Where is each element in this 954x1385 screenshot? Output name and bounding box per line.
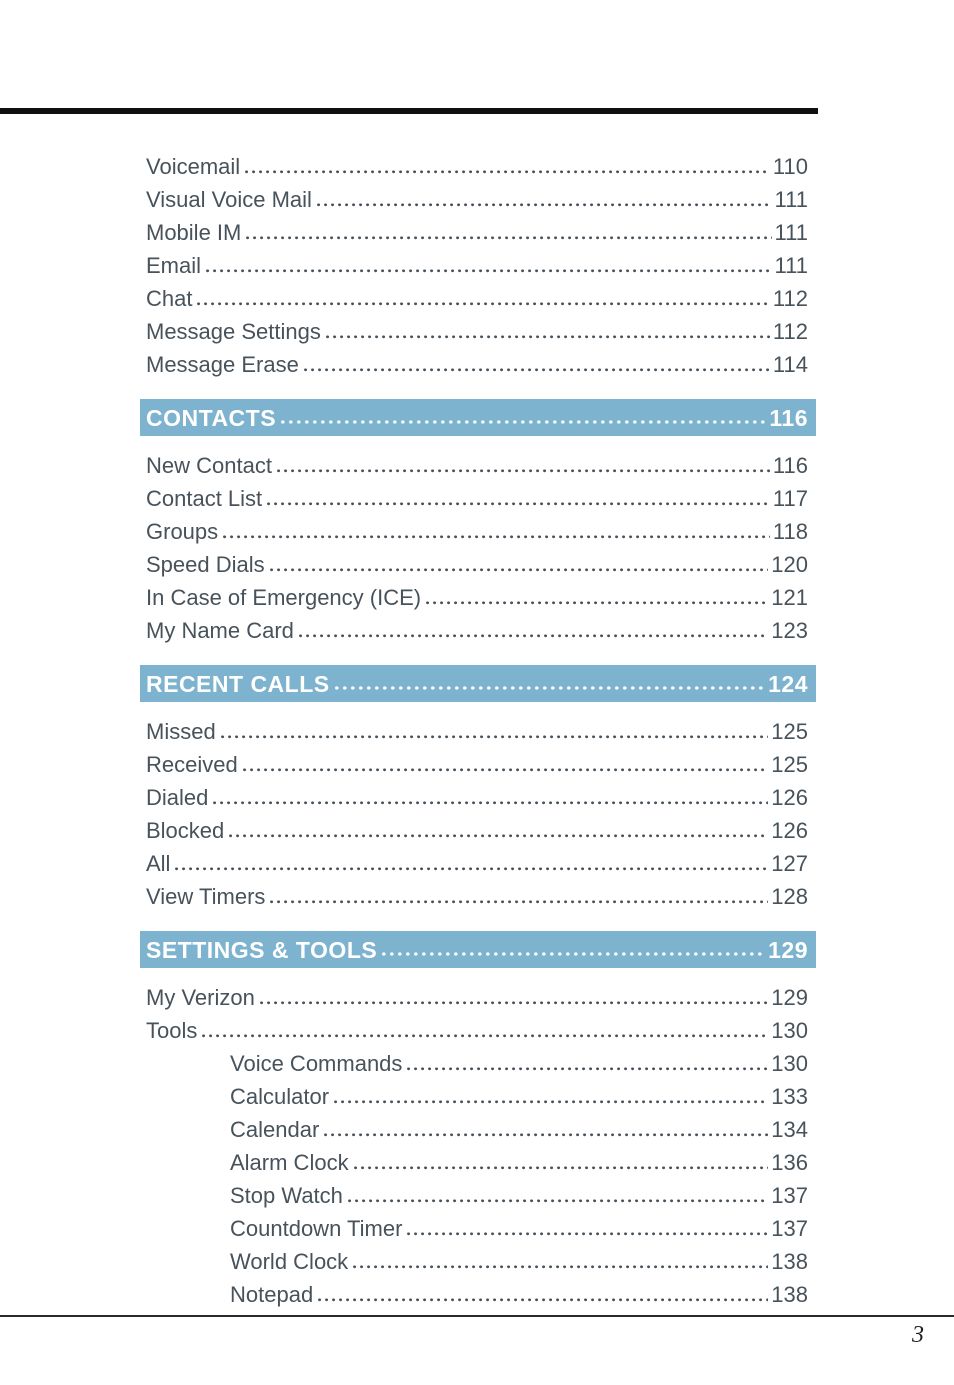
dotted-leader	[223, 535, 770, 539]
toc-entry-label: Chat	[146, 286, 193, 311]
toc-entry	[140, 546, 816, 579]
section-header-page-number: 124	[768, 671, 808, 697]
toc-entry-label: Groups	[146, 519, 219, 544]
toc-entry-label: In Case of Emergency (ICE)	[146, 585, 422, 610]
toc-entry-page-number: 117	[772, 486, 808, 511]
dotted-leader	[270, 900, 768, 904]
section-header	[140, 665, 816, 702]
toc-section	[140, 665, 816, 911]
dotted-leader	[334, 1100, 768, 1104]
toc-entry-label: Email	[146, 253, 202, 278]
dotted-leader	[353, 1265, 768, 1269]
toc-entry-page-number: 137	[771, 1216, 808, 1241]
toc-entry	[140, 513, 816, 546]
toc-entry	[140, 148, 816, 181]
toc-entry-label: Message Settings	[146, 319, 321, 344]
section-header-label: RECENT CALLS	[146, 671, 330, 697]
toc-entry-label: Countdown Timer	[230, 1216, 403, 1241]
toc-entry	[140, 346, 816, 379]
dotted-leader	[213, 801, 768, 805]
toc-entry-page-number: 127	[771, 851, 808, 876]
dotted-leader	[326, 335, 770, 339]
table-of-contents	[140, 148, 816, 1309]
toc-entry	[140, 579, 816, 612]
bottom-rule	[0, 1315, 954, 1317]
dotted-leader	[354, 1166, 769, 1170]
toc-entry-page-number: 136	[771, 1150, 808, 1175]
section-header-page-number: 116	[769, 405, 808, 431]
toc-entry-label: Message Erase	[146, 352, 299, 377]
toc-entry-label: Tools	[146, 1018, 198, 1043]
toc-entry	[140, 612, 816, 645]
dotted-leader	[175, 867, 768, 871]
toc-entry	[140, 812, 816, 845]
dotted-leader	[267, 502, 770, 506]
toc-entry-label: Calendar	[230, 1117, 320, 1142]
toc-entry	[140, 1243, 816, 1276]
toc-entry-page-number: 110	[772, 154, 808, 179]
section-header-page-number: 129	[768, 937, 808, 963]
toc-entry	[140, 979, 816, 1012]
toc-entry-page-number: 126	[771, 818, 808, 843]
toc-entry-label: Voice Commands	[230, 1051, 403, 1076]
toc-section	[140, 399, 816, 645]
toc-entry-label: Contact List	[146, 486, 263, 511]
dotted-leader	[304, 368, 770, 372]
toc-entry-label: World Clock	[230, 1249, 349, 1274]
toc-entry-label: All	[146, 851, 171, 876]
toc-entry-page-number: 138	[771, 1249, 808, 1274]
toc-entry-page-number: 133	[771, 1084, 808, 1109]
dotted-leader	[299, 634, 768, 638]
toc-entry-page-number: 126	[771, 785, 808, 810]
toc-entry-page-number: 111	[774, 187, 808, 212]
dotted-leader	[426, 601, 768, 605]
dotted-leader	[348, 1199, 768, 1203]
toc-entry-label: New Contact	[146, 453, 272, 478]
dotted-leader	[324, 1133, 768, 1137]
toc-entry	[140, 214, 816, 247]
toc-entry-page-number: 116	[772, 453, 808, 478]
toc-entry-label: Blocked	[146, 818, 225, 843]
toc-entry-page-number: 112	[772, 319, 808, 344]
toc-entry	[140, 1012, 816, 1045]
toc-entry-page-number: 120	[771, 552, 808, 577]
toc-entry	[140, 313, 816, 346]
toc-entry-label: My Verizon	[146, 985, 255, 1010]
toc-entry-label: Missed	[146, 719, 216, 744]
toc-entry-page-number: 121	[771, 585, 808, 610]
page-number: 3	[912, 1322, 924, 1348]
dotted-leader	[407, 1067, 768, 1071]
section-header-label: CONTACTS	[146, 405, 277, 431]
toc-entry-label: Received	[146, 752, 238, 777]
dotted-leader	[270, 568, 769, 572]
toc-entry	[140, 280, 816, 313]
toc-entry	[140, 1210, 816, 1243]
toc-entry-label: Calculator	[230, 1084, 330, 1109]
toc-entry-page-number: 134	[771, 1117, 808, 1142]
toc-entry-label: My Name Card	[146, 618, 294, 643]
toc-entry-label: Speed Dials	[146, 552, 265, 577]
dotted-leader	[197, 302, 769, 306]
toc-entry	[140, 1144, 816, 1177]
toc-entry	[140, 1078, 816, 1111]
toc-entry-page-number: 125	[771, 752, 808, 777]
toc-entry-label: Notepad	[230, 1282, 314, 1307]
toc-entry-page-number: 130	[771, 1051, 808, 1076]
dotted-leader	[335, 686, 766, 690]
dotted-leader	[317, 203, 772, 207]
dotted-leader	[246, 236, 771, 240]
toc-entry	[140, 746, 816, 779]
dotted-leader	[202, 1034, 768, 1038]
toc-entry	[140, 779, 816, 812]
dotted-leader	[382, 952, 765, 956]
dotted-leader	[221, 735, 769, 739]
toc-entry	[140, 181, 816, 214]
toc-entry-label: Visual Voice Mail	[146, 187, 312, 212]
toc-entry	[140, 447, 816, 480]
toc-entry	[140, 1111, 816, 1144]
dotted-leader	[277, 469, 770, 473]
section-header	[140, 931, 816, 968]
toc-entry-page-number: 118	[772, 519, 808, 544]
top-rule	[0, 108, 818, 114]
toc-entry-label: Voicemail	[146, 154, 241, 179]
toc-section	[140, 148, 816, 379]
toc-entry-page-number: 137	[771, 1183, 808, 1208]
dotted-leader	[318, 1298, 768, 1302]
section-header	[140, 399, 816, 436]
dotted-leader	[281, 420, 766, 424]
toc-entry-page-number: 130	[771, 1018, 808, 1043]
dotted-leader	[206, 269, 772, 273]
toc-entry-page-number: 138	[771, 1282, 808, 1307]
toc-entry	[140, 480, 816, 513]
dotted-leader	[245, 170, 770, 174]
toc-entry	[140, 878, 816, 911]
toc-entry-page-number: 114	[772, 352, 808, 377]
toc-entry	[140, 1177, 816, 1210]
toc-entry-page-number: 125	[771, 719, 808, 744]
toc-entry	[140, 845, 816, 878]
toc-entry-label: Mobile IM	[146, 220, 242, 245]
toc-entry-page-number: 112	[772, 286, 808, 311]
toc-entry	[140, 247, 816, 280]
toc-entry	[140, 1045, 816, 1078]
toc-entry	[140, 1276, 816, 1309]
toc-entry-page-number: 111	[774, 253, 808, 278]
toc-entry-page-number: 111	[774, 220, 808, 245]
section-header-label: SETTINGS & TOOLS	[146, 937, 378, 963]
dotted-leader	[229, 834, 768, 838]
dotted-leader	[260, 1001, 768, 1005]
toc-entry-label: Alarm Clock	[230, 1150, 349, 1175]
toc-entry-page-number: 123	[771, 618, 808, 643]
toc-entry	[140, 713, 816, 746]
dotted-leader	[243, 768, 769, 772]
toc-entry-label: Stop Watch	[230, 1183, 343, 1208]
dotted-leader	[407, 1232, 768, 1236]
toc-entry-label: Dialed	[146, 785, 209, 810]
toc-entry-page-number: 128	[771, 884, 808, 909]
toc-section	[140, 931, 816, 1309]
toc-entry-page-number: 129	[771, 985, 808, 1010]
toc-entry-label: View Timers	[146, 884, 266, 909]
